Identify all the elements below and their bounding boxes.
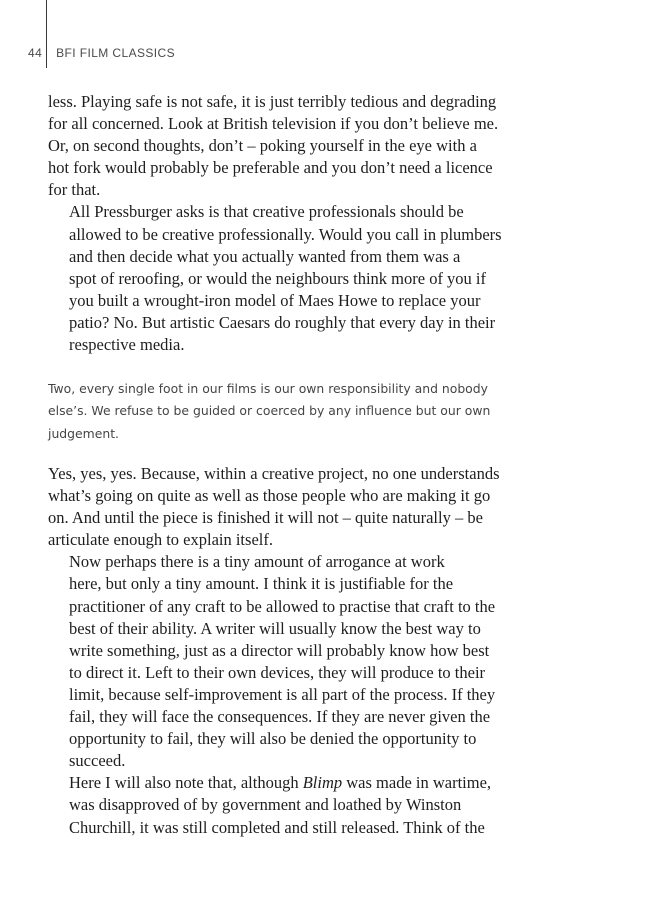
paragraph	[48, 201, 536, 356]
text-line: patio? No. But artistic Caesars do roughly that every day in their	[69, 312, 496, 332]
page-number: 44	[28, 46, 43, 60]
text-run: Here I will also note that, although	[69, 773, 303, 793]
quote-line: judgement.	[48, 425, 119, 441]
text-line: write something, just as a director will probably know how best	[69, 640, 490, 660]
text-line: spot of reroofing, or would the neighbours think more of you if	[69, 268, 487, 288]
text-line: articulate enough to explain itself.	[48, 530, 273, 550]
body-text-section-2	[48, 463, 536, 839]
text-line: to direct it. Left to their own devices, they will produce to their	[69, 662, 486, 682]
text-line: opportunity to fail, they will also be denied the opportunity to	[69, 729, 477, 749]
quote-line: Two, every single foot in our films is our own responsibility and nobody	[48, 381, 488, 396]
text-line: allowed to be creative professionally. Would you call in plumbers	[69, 224, 502, 244]
text-line	[48, 772, 536, 794]
text-line: fail, they will face the consequences. If they are never given the	[69, 707, 491, 727]
paragraph	[48, 551, 536, 772]
text-run: was made in wartime,	[342, 773, 492, 793]
text-line: Now perhaps there is a tiny amount of arrogance at work	[69, 552, 445, 572]
text-line: and then decide what you actually wanted from them was a	[69, 246, 461, 266]
text-line: for that.	[48, 180, 101, 200]
text-line: less. Playing safe is not safe, it is just terribly tedious and degrading	[48, 92, 497, 111]
paragraph	[48, 91, 536, 201]
paragraph	[48, 772, 536, 838]
text-line: practitioner of any craft to be allowed to practise that craft to the	[69, 596, 496, 616]
series-title: BFI FILM CLASSICS	[56, 46, 175, 60]
text-line: on. And until the piece is finished it will not – quite naturally – be	[48, 508, 483, 528]
body-text-section-1	[48, 91, 536, 356]
text-line: All Pressburger asks is that creative professionals should be	[69, 202, 464, 222]
text-line: Yes, yes, yes. Because, within a creative project, no one understands	[48, 464, 500, 483]
text-line: hot fork would probably be preferable and you don’t need a licence	[48, 158, 493, 178]
text-line: limit, because self-improvement is all part of the process. If they	[69, 684, 496, 704]
text-line: what’s going on quite as well as those people who are making it go	[48, 486, 491, 506]
text-line: Churchill, it was still completed and still released. Think of the	[69, 817, 485, 837]
quote-line: else’s. We refuse to be guided or coerced by any influence but our own	[48, 403, 491, 419]
paragraph	[48, 463, 536, 551]
film-title-italic: Blimp	[302, 773, 343, 793]
text-line: for all concerned. Look at British television if you don’t believe me.	[48, 114, 499, 134]
running-head	[28, 46, 175, 60]
text-line: best of their ability. A writer will usually know the best way to	[69, 618, 481, 638]
text-line: succeed.	[69, 751, 126, 771]
text-line: respective media.	[69, 335, 185, 355]
text-line: here, but only a tiny amount. I think it is justifiable for the	[69, 574, 454, 594]
text-line: Or, on second thoughts, don’t – poking yourself in the eye with a	[48, 136, 477, 156]
text-line: you built a wrought-iron model of Maes Howe to replace your	[69, 290, 481, 310]
text-line: was disapproved of by government and loathed by Winston	[69, 795, 462, 815]
block-quote	[48, 378, 518, 445]
